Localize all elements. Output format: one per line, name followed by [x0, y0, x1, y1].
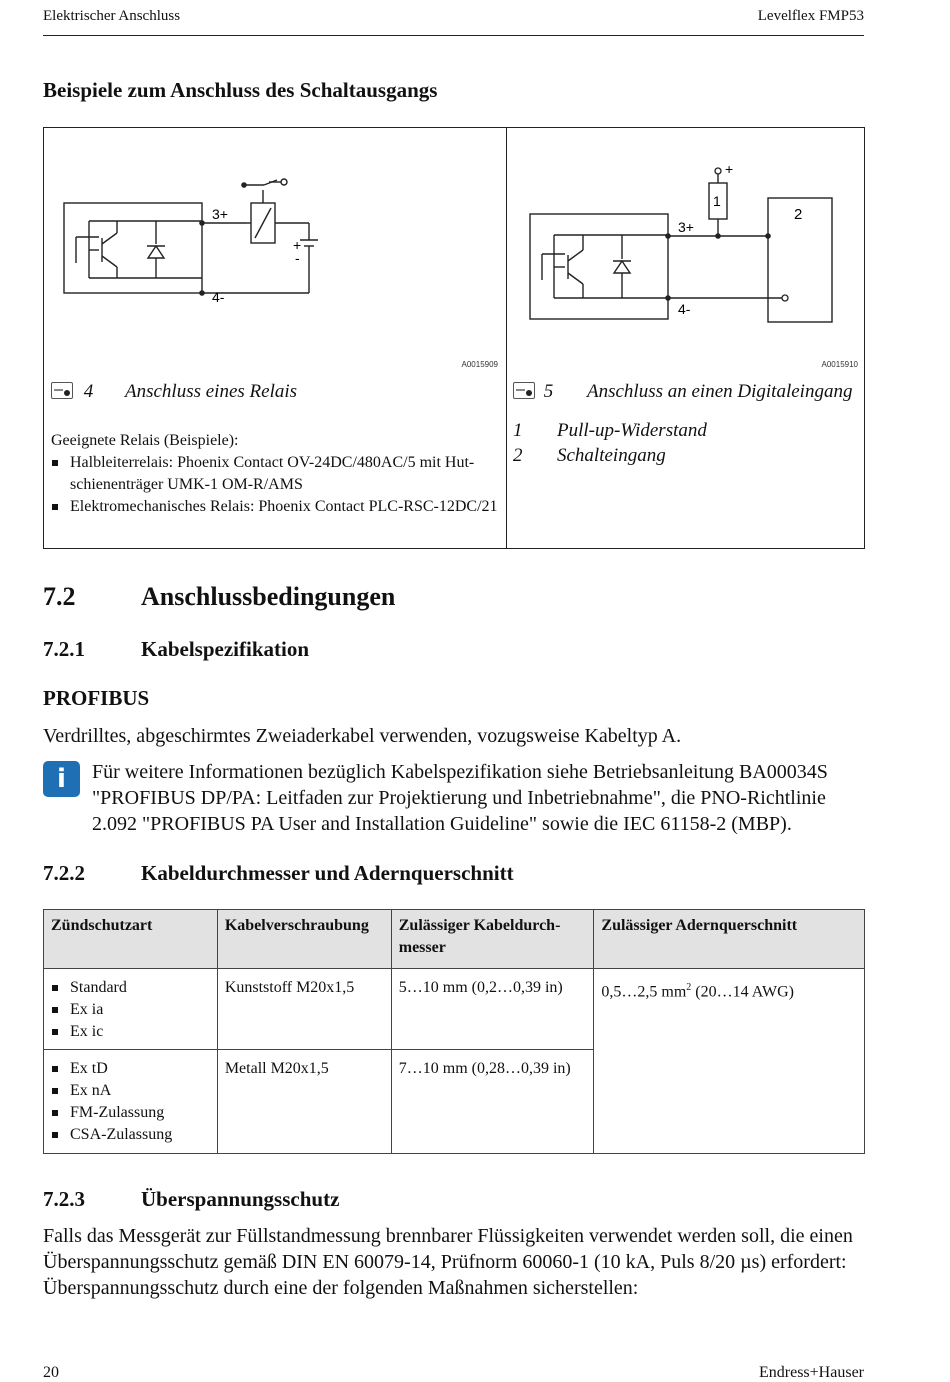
profibus-text: Verdrilltes, abgeschirmtes Zweiaderkabel verwenden, vozugsweise Kabeltyp A.	[43, 725, 682, 747]
table-cell	[44, 1050, 218, 1154]
supply-plus-label: +	[725, 161, 734, 177]
figure-legend	[513, 418, 853, 468]
figure-code: A0015910	[821, 360, 858, 369]
profibus-heading: PROFIBUS	[43, 686, 150, 710]
figure-box	[43, 127, 865, 549]
legend-item: 1 Pull-up-Widerstand	[513, 420, 707, 441]
list-item: CSA-Zulassung	[51, 1124, 210, 1146]
relay-circuit-diagram	[44, 128, 504, 363]
page-number: 20	[43, 1364, 59, 1381]
table-cell	[44, 969, 218, 1050]
list-item: Ex tD	[51, 1058, 210, 1080]
list-item: Elektromechanisches Relais: Phoenix Contact PLC-RSC-12DC/21	[51, 496, 499, 518]
subsection-number: 7.2.1	[43, 637, 85, 661]
list-item: Ex ia	[51, 999, 210, 1021]
cable-table	[43, 909, 865, 1154]
figure-number: 5	[543, 381, 554, 402]
input-label: 2	[794, 206, 803, 223]
subsection-title: Kabelspezifikation	[141, 637, 310, 661]
info-icon: i	[43, 761, 80, 797]
column-header: Zulässiger Kabeldurch-messer	[391, 910, 594, 969]
figure-title: Anschluss eines Relais	[125, 381, 298, 402]
table-row	[44, 969, 865, 1050]
terminal-3-label: 3+	[678, 219, 694, 235]
column-header: Kabelverschraubung	[217, 910, 391, 969]
subsection-title: Kabeldurchmesser und Adernquerschnitt	[141, 861, 514, 885]
digital-input-circuit-diagram	[506, 128, 864, 363]
polarity-plus-label: +	[293, 237, 302, 253]
relay-examples	[51, 430, 499, 518]
list-item: Ex nA	[51, 1080, 210, 1102]
resistor-label: 1	[713, 193, 721, 209]
figure-caption	[51, 381, 298, 403]
table-cell: Metall M20x1,5	[217, 1050, 391, 1154]
relay-intro: Geeignete Relais (Beispiele):	[51, 432, 239, 449]
table-header-row	[44, 910, 865, 969]
list-item: Ex ic	[51, 1021, 210, 1043]
list-item: Standard	[51, 977, 210, 999]
subsection-number: 7.2.3	[43, 1187, 85, 1211]
terminal-3-label: 3+	[212, 206, 228, 222]
legend-item: 2 Schalteingang	[513, 445, 666, 466]
terminal-4-label: 4-	[678, 301, 691, 317]
table-cell: 7…10 mm (0,28…0,39 in)	[391, 1050, 594, 1154]
table-cell: 5…10 mm (0,2…0,39 in)	[391, 969, 594, 1050]
figure-number: 4	[83, 381, 94, 402]
subsection-title: Überspannungsschutz	[141, 1187, 340, 1211]
table-cell: 0,5…2,5 $mm^2$ (20…14 AWG)	[594, 969, 865, 1154]
column-header: Zündschutzart	[44, 910, 218, 969]
table-cell: Kunststoff M20x1,5	[217, 969, 391, 1050]
polarity-minus-label: -	[295, 250, 300, 266]
surge-text: Falls das Messgerät zur Füllstandmessung brennbarer Flüssigkeiten verwendet werden soll, die einen Überspannungsschutz gemäß DIN EN 60079-14, Prüfnorm 60060-1 (10 kA, Puls 8/20 µs) erfordert: Überspannungsschutz durch eine der folgenden Maßnahmen sicherstellen:	[43, 1225, 853, 1299]
brand-footer: Endress+Hauser	[759, 1364, 864, 1381]
figure-icon	[513, 382, 535, 399]
figure-code: A0015909	[461, 360, 498, 369]
chapter-title: Anschlussbedingungen	[141, 582, 396, 611]
running-header-right: Levelflex FMP53	[757, 8, 864, 24]
list-item: Halbleiterrelais: Phoenix Contact OV-24DC/480AC/5 mit Hut-schienenträger UMK-1 OM-R/AMS	[51, 452, 499, 496]
figure-title: Anschluss an einen Digitaleingang	[587, 381, 853, 402]
info-note: Für weitere Informationen bezüglich Kabelspezifikation siehe Betriebsanleitung BA00034S "PROFIBUS DP/PA: Leitfaden zur Projektierung und Inbetriebnahme", die PNO-Richtlinie 2.092 "PROFIBUS PA User and Installation Guideline" sowie die IEC 61158-2 (MBP).	[92, 761, 828, 835]
running-header-left: Elektrischer Anschluss	[43, 8, 181, 24]
section-heading: Beispiele zum Anschluss des Schaltausgangs	[43, 78, 438, 102]
header-rule	[43, 35, 864, 36]
column-header: Zulässiger Adernquerschnitt	[594, 910, 865, 969]
subsection-number: 7.2.2	[43, 861, 85, 885]
list-item: FM-Zulassung	[51, 1102, 210, 1124]
figure-icon	[51, 382, 73, 399]
chapter-number: 7.2	[43, 582, 76, 611]
terminal-4-label: 4-	[212, 289, 225, 305]
figure-caption	[513, 381, 853, 403]
